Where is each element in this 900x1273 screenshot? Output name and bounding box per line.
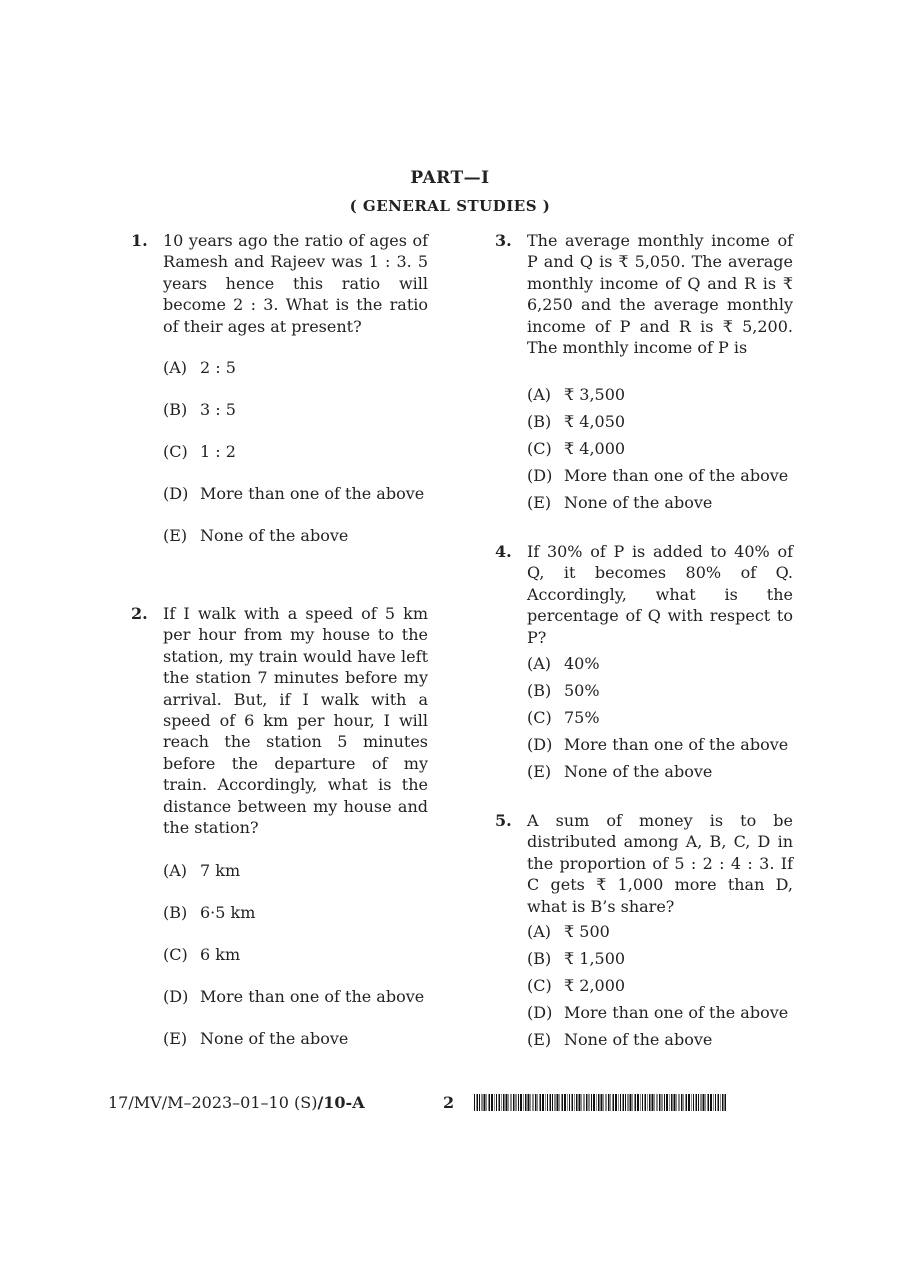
option-d: (D) More than one of the above (527, 1003, 789, 1022)
option-e: (E) None of the above (527, 762, 713, 781)
option-b: (B) 6·5 km (163, 903, 256, 922)
question-text: If 30% of P is added to 40% of Q, it becomes 80% of Q. Accordingly, what is the percentage of Q with respect to P? (527, 542, 793, 647)
option-b: (B) ₹ 1,500 (527, 949, 626, 968)
option-c: (C) 75% (527, 708, 600, 727)
question-text: 10 years ago the ratio of ages of Ramesh and Rajeev was 1 : 3. 5 years hence this ratio will become 2 : 3. What is the ratio of their ages at present? (163, 231, 428, 336)
option-b: (B) ₹ 4,050 (527, 412, 626, 431)
option-c: (C) ₹ 4,000 (527, 439, 626, 458)
section-title: ( GENERAL STUDIES ) (349, 197, 551, 215)
option-c: (C) 6 km (163, 945, 241, 964)
option-c: (C) ₹ 2,000 (527, 976, 626, 995)
part-title: PART—I (410, 168, 490, 188)
question-number: 2. (131, 604, 148, 623)
option-a: (A) 2 : 5 (163, 358, 236, 377)
option-a: (A) ₹ 500 (527, 922, 610, 941)
option-e: (E) None of the above (163, 526, 349, 545)
question-number: 5. (495, 811, 512, 830)
option-b: (B) 50% (527, 681, 600, 700)
booklet-code: 17/MV/M–2023–01–10 (S)/10-A (108, 1093, 365, 1112)
option-a: (A) ₹ 3,500 (527, 385, 626, 404)
option-d: (D) More than one of the above (163, 987, 425, 1006)
question-text: A sum of money is to be distributed among A, B, C, D in the proportion of 5 : 2 : 4 : 3. If C gets ₹ 1,000 more than D, what is B’s share? (527, 811, 793, 916)
option-a: (A) 7 km (163, 861, 241, 880)
option-b: (B) 3 : 5 (163, 400, 236, 419)
option-e: (E) None of the above (163, 1029, 349, 1048)
option-d: (D) More than one of the above (527, 735, 789, 754)
option-e: (E) None of the above (527, 1030, 713, 1049)
barcode (474, 1094, 726, 1111)
option-c: (C) 1 : 2 (163, 442, 236, 461)
question-number: 1. (131, 231, 148, 250)
option-d: (D) More than one of the above (527, 466, 789, 485)
page-number: 2 (443, 1093, 455, 1112)
question-text: The average monthly income of P and Q is ₹ 5,050. The average monthly income of Q and R is ₹ 6,250 and the average monthly income of P and R is ₹ 5,200. The monthly income of P is (527, 231, 793, 358)
option-d: (D) More than one of the above (163, 484, 425, 503)
option-a: (A) 40% (527, 654, 600, 673)
option-e: (E) None of the above (527, 493, 713, 512)
question-number: 3. (495, 231, 512, 250)
question-text: If I walk with a speed of 5 km per hour from my house to the station, my train would have left the station 7 minutes before my arrival. But, if I walk with a speed of 6 km per hour, I will reach the station 5 minutes before the departure of my train. Accordingly, what is the distance between my house and the station? (163, 604, 428, 838)
question-number: 4. (495, 542, 512, 561)
